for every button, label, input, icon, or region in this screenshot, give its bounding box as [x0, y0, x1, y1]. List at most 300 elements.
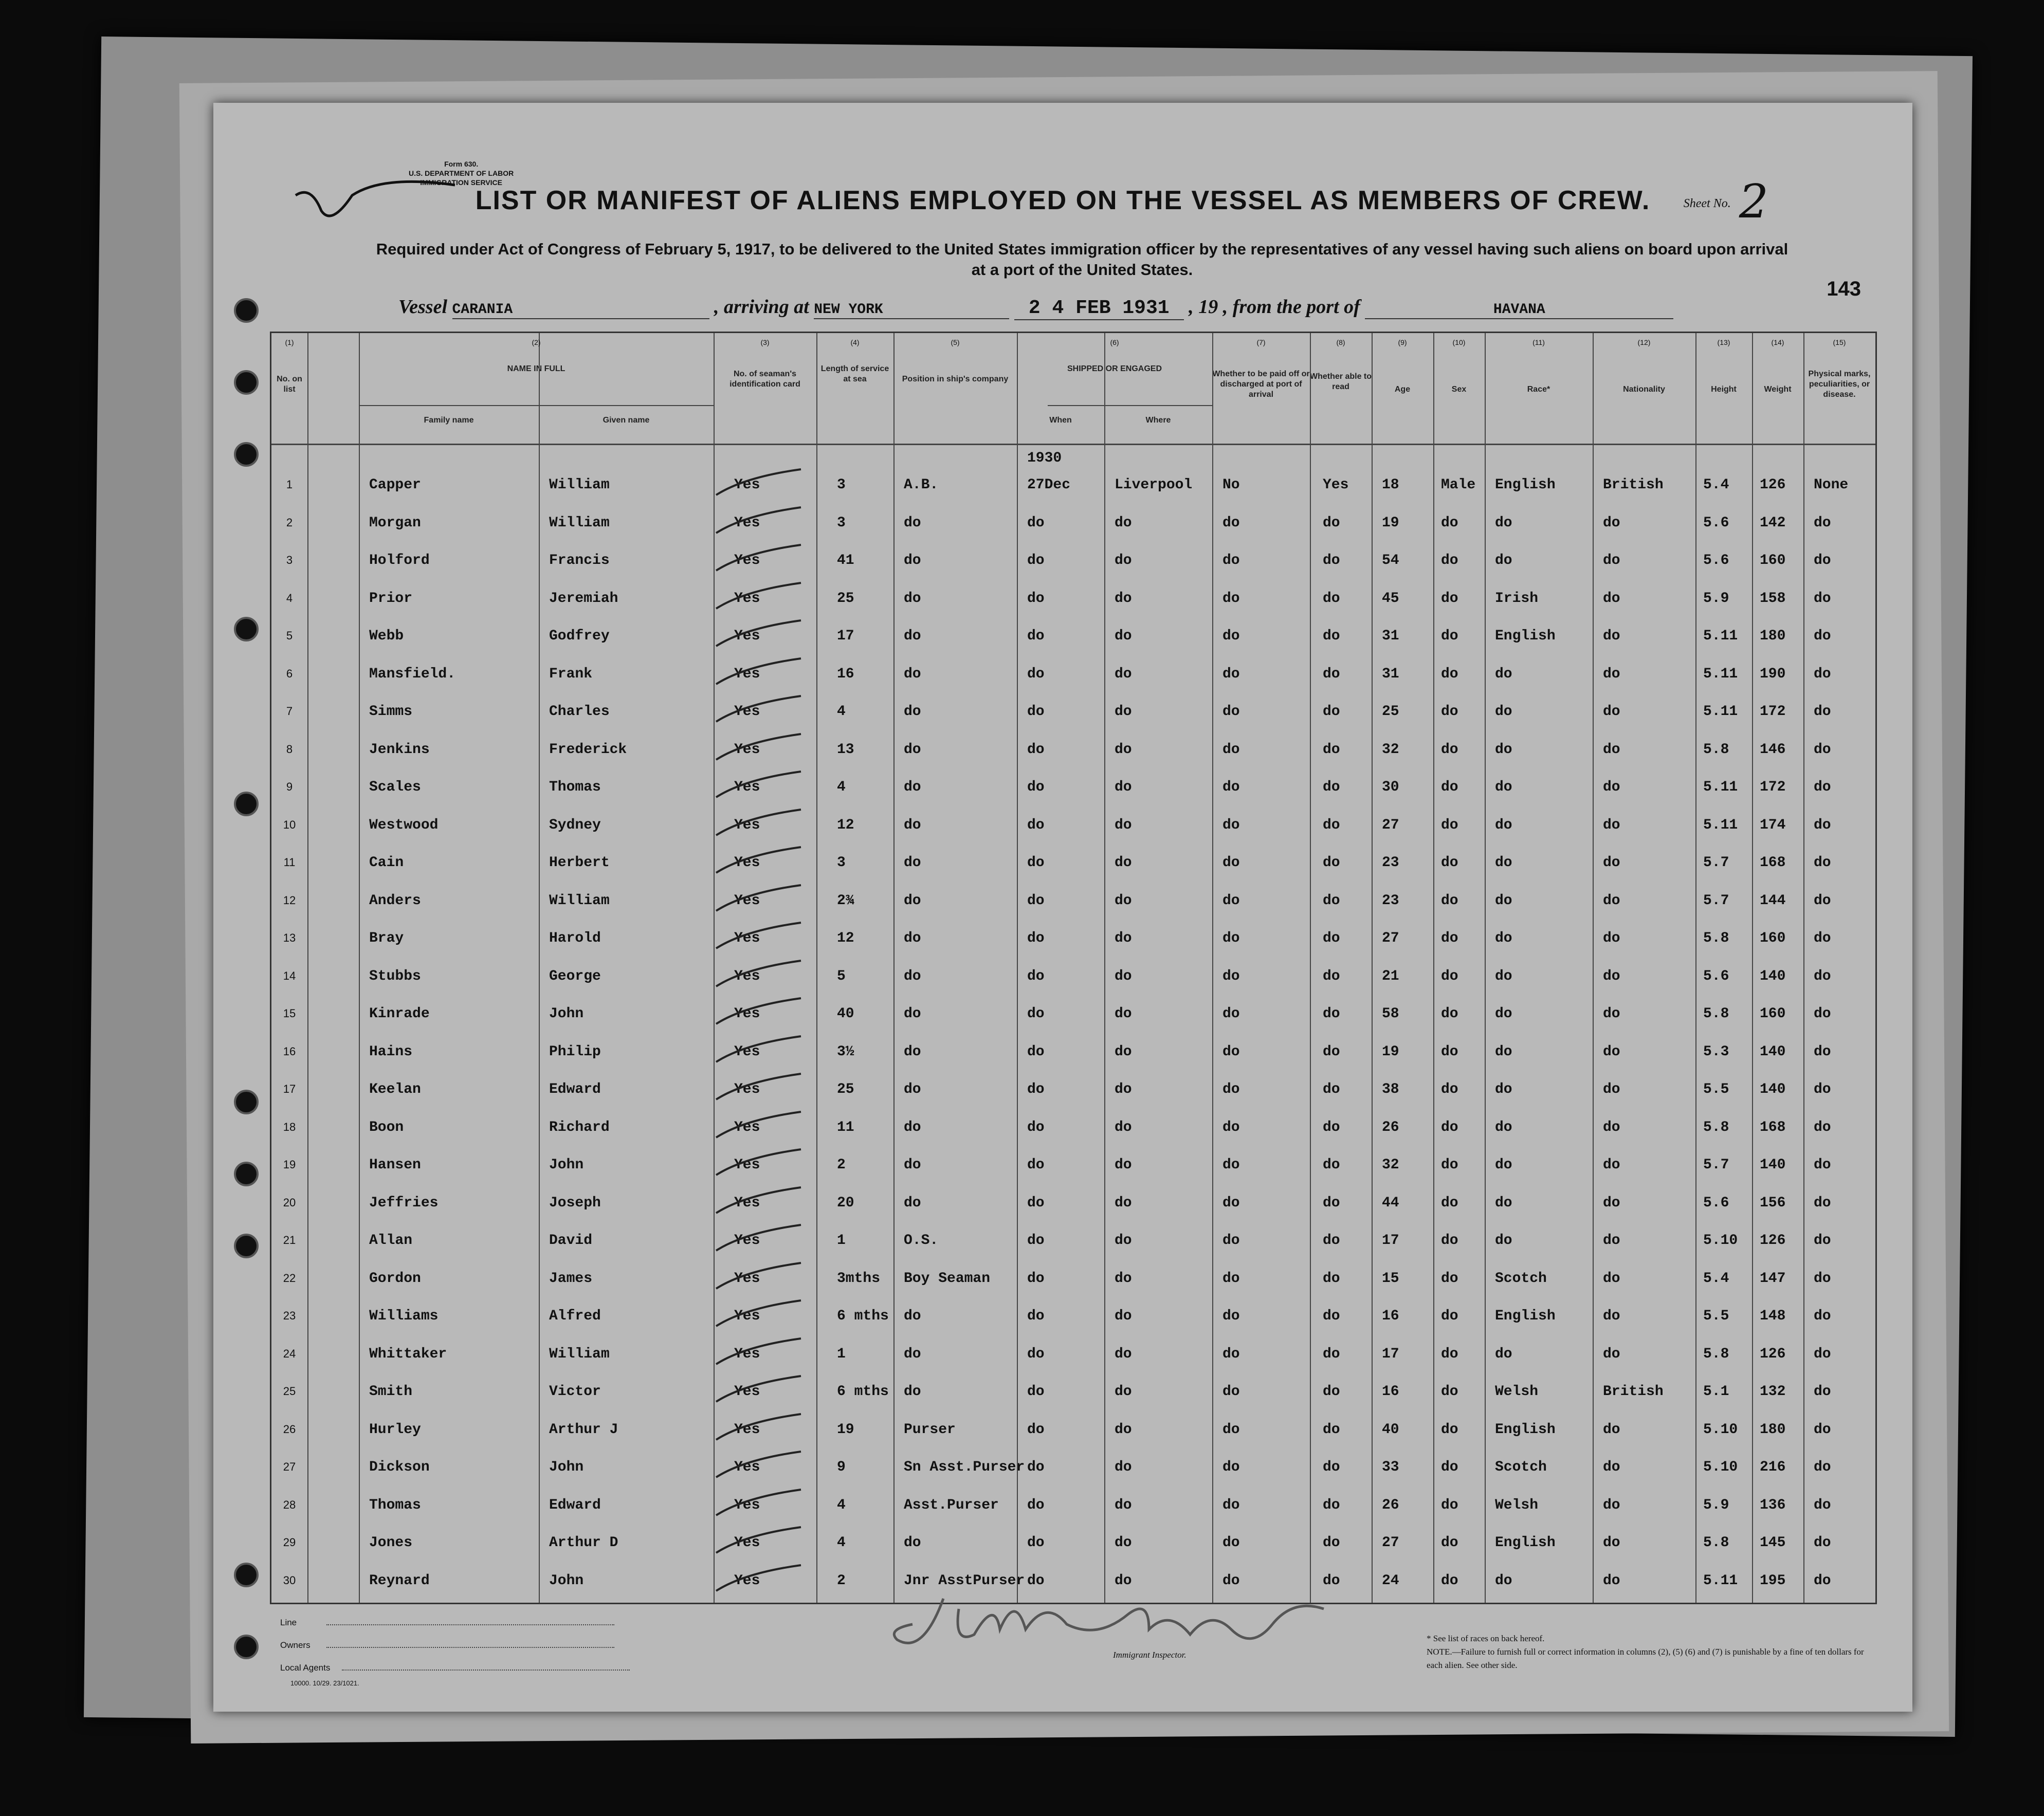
cell-sex: do	[1441, 1535, 1458, 1551]
cell-position: do	[904, 666, 921, 682]
cell-marks: do	[1814, 1119, 1831, 1135]
cell-service: 4	[837, 704, 846, 720]
cell-service: 25	[837, 590, 854, 607]
cell-nat: do	[1603, 1233, 1620, 1249]
cell-race: English	[1495, 628, 1556, 644]
cell-card: Yes	[734, 817, 760, 833]
cell-sex: do	[1441, 1233, 1458, 1249]
cell-when: do	[1027, 1535, 1045, 1551]
cell-service: 6 mths	[837, 1308, 889, 1324]
cell-marks: do	[1814, 1459, 1831, 1475]
cell-paid: do	[1222, 855, 1240, 871]
cell-where: do	[1115, 1043, 1132, 1060]
cell-height: 5.11	[1703, 628, 1738, 644]
cell-where: do	[1115, 1535, 1132, 1551]
name-subheader-line	[359, 405, 714, 406]
vessel-label: Vessel	[398, 296, 447, 318]
column-divider	[359, 333, 360, 1603]
row-number: 3	[286, 554, 293, 566]
cell-weight: 174	[1760, 817, 1786, 833]
cell-height: 5.10	[1703, 1421, 1738, 1438]
cell-age: 17	[1382, 1346, 1399, 1362]
cell-read: do	[1323, 1308, 1340, 1324]
cell-position: do	[904, 628, 921, 644]
row-number: 15	[283, 1007, 296, 1020]
cell-family: Mansfield.	[369, 666, 456, 682]
check-stroke	[714, 731, 806, 767]
column-divider	[1752, 333, 1753, 1603]
cell-card: Yes	[734, 1535, 760, 1551]
cell-when: do	[1027, 968, 1045, 984]
cell-weight: 126	[1760, 477, 1786, 493]
row-number: 20	[283, 1196, 296, 1209]
cell-height: 5.8	[1703, 930, 1729, 946]
cell-card: Yes	[734, 553, 760, 568]
cell-height: 5.11	[1703, 704, 1738, 720]
column-number: (15)	[1833, 338, 1846, 346]
check-stroke	[714, 580, 806, 616]
cell-weight: 180	[1760, 1421, 1786, 1438]
cell-height: 5.11	[1703, 817, 1738, 833]
cell-read: do	[1323, 1006, 1340, 1022]
cell-nat: do	[1603, 1535, 1620, 1551]
cell-race: do	[1495, 1233, 1512, 1249]
cell-when: do	[1027, 1308, 1045, 1324]
check-stroke	[714, 1487, 806, 1523]
cell-paid: do	[1222, 930, 1240, 946]
cell-when: do	[1027, 1459, 1045, 1475]
row-number: 12	[283, 893, 296, 907]
cell-nat: do	[1603, 1572, 1620, 1589]
check-stroke	[714, 618, 806, 654]
cell-read: do	[1323, 1459, 1340, 1475]
cell-service: 3	[837, 477, 846, 493]
cell-family: Boon	[369, 1119, 404, 1135]
cell-nat: do	[1603, 892, 1620, 909]
cell-card: Yes	[734, 855, 760, 871]
column-divider	[307, 333, 308, 1603]
cell-weight: 140	[1760, 1157, 1786, 1173]
cell-age: 16	[1382, 1384, 1399, 1400]
cell-marks: do	[1814, 1572, 1831, 1589]
cell-when: do	[1027, 1384, 1045, 1400]
row-number: 8	[286, 742, 293, 756]
row-number: 1	[286, 478, 293, 491]
cell-when: do	[1027, 892, 1045, 909]
cell-card: Yes	[734, 1384, 760, 1400]
cell-given: John	[549, 1459, 584, 1475]
cell-height: 5.6	[1703, 1195, 1729, 1211]
cell-service: 11	[837, 1119, 854, 1135]
cell-when: do	[1027, 1497, 1045, 1513]
cell-race: English	[1495, 1535, 1556, 1551]
cell-height: 5.9	[1703, 1497, 1729, 1513]
cell-marks: do	[1814, 968, 1831, 984]
cell-weight: 147	[1760, 1270, 1786, 1287]
cell-where: do	[1115, 817, 1132, 833]
cell-paid: do	[1222, 779, 1240, 795]
column-divider	[1803, 333, 1804, 1603]
row-number: 28	[283, 1498, 296, 1511]
cell-read: do	[1323, 930, 1340, 946]
cell-read: do	[1323, 968, 1340, 984]
column-number: (2)	[532, 338, 541, 346]
cell-age: 23	[1382, 855, 1399, 871]
cell-family: Gordon	[369, 1270, 421, 1287]
cell-family: Anders	[369, 892, 421, 909]
crew-table	[270, 332, 1877, 1604]
cell-nat: do	[1603, 1157, 1620, 1173]
cell-weight: 195	[1760, 1572, 1786, 1589]
header-nationality: Nationality	[1623, 385, 1665, 394]
cell-age: 27	[1382, 930, 1399, 946]
cell-marks: do	[1814, 1346, 1831, 1362]
cell-height: 5.7	[1703, 892, 1729, 909]
cell-read: do	[1323, 1119, 1340, 1135]
cell-when: do	[1027, 779, 1045, 795]
cell-marks: do	[1814, 930, 1831, 946]
check-stroke	[714, 693, 806, 729]
cell-height: 5.5	[1703, 1308, 1729, 1324]
cell-family: Simms	[369, 704, 413, 720]
cell-given: Jeremiah	[549, 590, 618, 607]
check-stroke	[714, 1260, 806, 1296]
cell-race: do	[1495, 1195, 1512, 1211]
cell-where: do	[1115, 1195, 1132, 1211]
column-number: (3)	[760, 338, 770, 346]
cell-family: Williams	[369, 1308, 439, 1324]
cell-height: 5.8	[1703, 1535, 1729, 1551]
row-number: 16	[283, 1044, 296, 1058]
cell-paid: do	[1222, 628, 1240, 644]
row-number: 26	[283, 1422, 296, 1436]
cell-sex: do	[1441, 1270, 1458, 1287]
notes	[1427, 1632, 1879, 1672]
cell-family: Prior	[369, 590, 413, 607]
cell-card: Yes	[734, 1043, 760, 1060]
cell-card: Yes	[734, 1346, 760, 1362]
check-stroke	[714, 1449, 806, 1485]
cell-family: Kinrade	[369, 1006, 430, 1022]
cell-position: do	[904, 968, 921, 984]
punch-hole	[234, 1635, 259, 1659]
cell-age: 31	[1382, 666, 1399, 682]
cell-read: do	[1323, 553, 1340, 568]
cell-marks: do	[1814, 741, 1831, 758]
cell-position: do	[904, 1043, 921, 1060]
cell-read: do	[1323, 1157, 1340, 1173]
cell-race: do	[1495, 1081, 1512, 1097]
cell-height: 5.11	[1703, 779, 1738, 795]
cell-position: do	[904, 741, 921, 758]
cell-position: do	[904, 1081, 921, 1097]
row-number: 18	[283, 1120, 296, 1133]
cell-given: George	[549, 968, 601, 984]
line-label: Line	[280, 1618, 297, 1627]
cell-when: do	[1027, 1006, 1045, 1022]
cell-race: do	[1495, 1006, 1512, 1022]
cell-read: do	[1323, 1233, 1340, 1249]
cell-marks: do	[1814, 855, 1831, 871]
cell-height: 5.7	[1703, 855, 1729, 871]
cell-sex: do	[1441, 1497, 1458, 1513]
cell-nat: do	[1603, 1308, 1620, 1324]
cell-read: do	[1323, 590, 1340, 607]
cell-nat: British	[1603, 477, 1664, 493]
header-weight: Weight	[1764, 385, 1792, 394]
cell-given: William	[549, 1346, 610, 1362]
cell-family: Westwood	[369, 817, 439, 833]
cell-family: Dickson	[369, 1459, 430, 1475]
cell-age: 24	[1382, 1572, 1399, 1589]
cell-nat: do	[1603, 1195, 1620, 1211]
cell-marks: do	[1814, 704, 1831, 720]
cell-weight: 140	[1760, 1081, 1786, 1097]
header-age: Age	[1394, 385, 1411, 394]
column-divider	[1104, 333, 1105, 1603]
cell-age: 33	[1382, 1459, 1399, 1475]
cell-given: William	[549, 892, 610, 909]
punch-hole	[234, 1234, 259, 1258]
cell-nat: do	[1603, 1346, 1620, 1362]
cell-service: 2	[837, 1157, 846, 1173]
cell-paid: do	[1222, 1497, 1240, 1513]
cell-when: do	[1027, 1233, 1045, 1249]
cell-where: do	[1115, 1497, 1132, 1513]
cell-given: Arthur J	[549, 1421, 618, 1438]
column-number: (9)	[1398, 338, 1407, 346]
cell-card: Yes	[734, 1421, 760, 1438]
cell-service: 4	[837, 779, 846, 795]
cell-age: 31	[1382, 628, 1399, 644]
cell-nat: do	[1603, 741, 1620, 758]
cell-when: do	[1027, 930, 1045, 946]
cell-read: do	[1323, 515, 1340, 531]
cell-position: do	[904, 1006, 921, 1022]
punch-hole	[234, 792, 259, 816]
cell-where: do	[1115, 1572, 1132, 1589]
cell-height: 5.11	[1703, 1572, 1738, 1589]
cell-when: do	[1027, 1346, 1045, 1362]
row-number: 10	[283, 818, 296, 831]
cell-given: Arthur D	[549, 1535, 618, 1551]
header-name-in-full: NAME IN FULL	[507, 364, 565, 373]
cell-weight: 132	[1760, 1384, 1786, 1400]
cell-sex: do	[1441, 930, 1458, 946]
cell-card: Yes	[734, 1119, 760, 1135]
cell-service: 9	[837, 1459, 846, 1475]
cell-given: Herbert	[549, 855, 610, 871]
cell-race: do	[1495, 855, 1512, 871]
cell-where: do	[1115, 855, 1132, 871]
cell-paid: do	[1222, 1308, 1240, 1324]
cell-given: Frederick	[549, 741, 627, 758]
cell-weight: 216	[1760, 1459, 1786, 1475]
punch-hole	[234, 617, 259, 641]
check-stroke	[714, 883, 806, 919]
cell-paid: do	[1222, 1384, 1240, 1400]
row-number: 22	[283, 1271, 296, 1285]
check-stroke	[714, 769, 806, 805]
cell-nat: do	[1603, 1006, 1620, 1022]
check-stroke	[714, 467, 806, 503]
cell-when: do	[1027, 1421, 1045, 1438]
cell-family: Thomas	[369, 1497, 421, 1513]
check-stroke	[714, 656, 806, 692]
cell-given: William	[549, 515, 610, 531]
cell-when: do	[1027, 1081, 1045, 1097]
cell-sex: do	[1441, 1157, 1458, 1173]
cell-height: 5.1	[1703, 1384, 1729, 1400]
cell-race: Irish	[1495, 590, 1539, 607]
cell-sex: do	[1441, 968, 1458, 984]
check-stroke	[714, 1336, 806, 1372]
cell-age: 25	[1382, 704, 1399, 720]
check-stroke	[714, 807, 806, 843]
cell-card: Yes	[734, 741, 760, 758]
column-divider	[539, 333, 540, 1603]
page-title: LIST OR MANIFEST OF ALIENS EMPLOYED ON THE VESSEL AS MEMBERS OF CREW.	[475, 186, 1651, 215]
cell-read: do	[1323, 1384, 1340, 1400]
cell-age: 18	[1382, 477, 1399, 493]
cell-where: do	[1115, 704, 1132, 720]
cell-family: Holford	[369, 553, 430, 568]
cell-sex: do	[1441, 1572, 1458, 1589]
header-id-card: No. of seaman's identification card	[729, 370, 800, 389]
cell-age: 40	[1382, 1421, 1399, 1438]
cell-paid: do	[1222, 1270, 1240, 1287]
cell-family: Hansen	[369, 1157, 421, 1173]
cell-where: do	[1115, 628, 1132, 644]
cell-family: Scales	[369, 779, 421, 795]
cell-service: 2	[837, 1572, 846, 1589]
cell-nat: do	[1603, 1043, 1620, 1060]
cell-given: Thomas	[549, 779, 601, 795]
column-number: (6)	[1110, 338, 1119, 346]
row-number: 29	[283, 1536, 296, 1549]
line-field	[326, 1624, 614, 1625]
cell-paid: do	[1222, 817, 1240, 833]
row-number: 30	[283, 1573, 296, 1587]
cell-weight: 126	[1760, 1233, 1786, 1249]
cell-race: do	[1495, 1043, 1512, 1060]
cell-read: do	[1323, 1043, 1340, 1060]
cell-where: do	[1115, 741, 1132, 758]
row-number: 24	[283, 1347, 296, 1360]
cell-nat: do	[1603, 515, 1620, 531]
cell-paid: do	[1222, 515, 1240, 531]
cell-position: do	[904, 1384, 921, 1400]
check-stroke	[714, 920, 806, 956]
cell-family: Jeffries	[369, 1195, 439, 1211]
from-label: , from the port of	[1222, 296, 1360, 318]
column-number: (5)	[951, 338, 960, 346]
cell-age: 19	[1382, 515, 1399, 531]
cell-when: do	[1027, 553, 1045, 568]
cell-age: 54	[1382, 553, 1399, 568]
cell-height: 5.6	[1703, 553, 1729, 568]
cell-card: Yes	[734, 1157, 760, 1173]
cell-where: do	[1115, 1346, 1132, 1362]
cell-weight: 158	[1760, 590, 1786, 607]
cell-card: Yes	[734, 666, 760, 682]
cell-given: Sydney	[549, 817, 601, 833]
page-number: 143	[1827, 278, 1861, 300]
cell-nat: do	[1603, 1421, 1620, 1438]
cell-marks: do	[1814, 892, 1831, 909]
cell-where: do	[1115, 1384, 1132, 1400]
cell-where: do	[1115, 1233, 1132, 1249]
cell-position: do	[904, 930, 921, 946]
cell-race: Welsh	[1495, 1497, 1539, 1513]
cell-marks: do	[1814, 666, 1831, 682]
cell-service: 1	[837, 1346, 846, 1362]
cell-position: A.B.	[904, 477, 939, 493]
cell-marks: do	[1814, 628, 1831, 644]
cell-position: do	[904, 1195, 921, 1211]
punch-hole	[234, 1162, 259, 1186]
cell-paid: do	[1222, 1006, 1240, 1022]
vessel-name: CARANIA	[452, 302, 513, 318]
inspector-signature	[882, 1578, 1344, 1660]
cell-service: 2¾	[837, 892, 854, 909]
cell-height: 5.11	[1703, 666, 1738, 682]
department-name: U.S. DEPARTMENT OF LABOR	[409, 169, 514, 177]
cell-sex: do	[1441, 628, 1458, 644]
cell-weight: 160	[1760, 1006, 1786, 1022]
cell-height: 5.5	[1703, 1081, 1729, 1097]
cell-where: do	[1115, 930, 1132, 946]
cell-paid: do	[1222, 553, 1240, 568]
cell-card: Yes	[734, 968, 760, 984]
check-stroke	[714, 1071, 806, 1107]
check-stroke	[714, 996, 806, 1032]
cell-marks: do	[1814, 1308, 1831, 1324]
punch-hole	[234, 442, 259, 467]
cell-read: do	[1323, 817, 1340, 833]
cell-height: 5.8	[1703, 1119, 1729, 1135]
cell-where: Liverpool	[1115, 477, 1193, 493]
cell-marks: do	[1814, 817, 1831, 833]
cell-given: Edward	[549, 1081, 601, 1097]
cell-where: do	[1115, 968, 1132, 984]
cell-nat: do	[1603, 968, 1620, 984]
cell-paid: do	[1222, 1346, 1240, 1362]
cell-weight: 168	[1760, 1119, 1786, 1135]
cell-paid: do	[1222, 590, 1240, 607]
row-number: 7	[286, 705, 293, 718]
cell-family: Hains	[369, 1043, 413, 1060]
cell-marks: do	[1814, 553, 1831, 568]
cell-weight: 172	[1760, 704, 1786, 720]
sheet-label: Sheet No.	[1683, 197, 1731, 210]
cell-marks: None	[1814, 477, 1849, 493]
cell-card: Yes	[734, 779, 760, 795]
cell-read: do	[1323, 1497, 1340, 1513]
header-family-name: Family name	[424, 416, 474, 425]
cell-where: do	[1115, 590, 1132, 607]
cell-age: 58	[1382, 1006, 1399, 1022]
cell-paid: do	[1222, 741, 1240, 758]
cell-weight: 146	[1760, 741, 1786, 758]
header-when: When	[1049, 416, 1072, 425]
cell-height: 5.8	[1703, 1346, 1729, 1362]
cell-race: do	[1495, 1572, 1512, 1589]
cell-read: Yes	[1323, 477, 1349, 493]
check-stroke	[714, 1147, 806, 1183]
cell-service: 1	[837, 1233, 846, 1249]
cell-given: Victor	[549, 1384, 601, 1400]
